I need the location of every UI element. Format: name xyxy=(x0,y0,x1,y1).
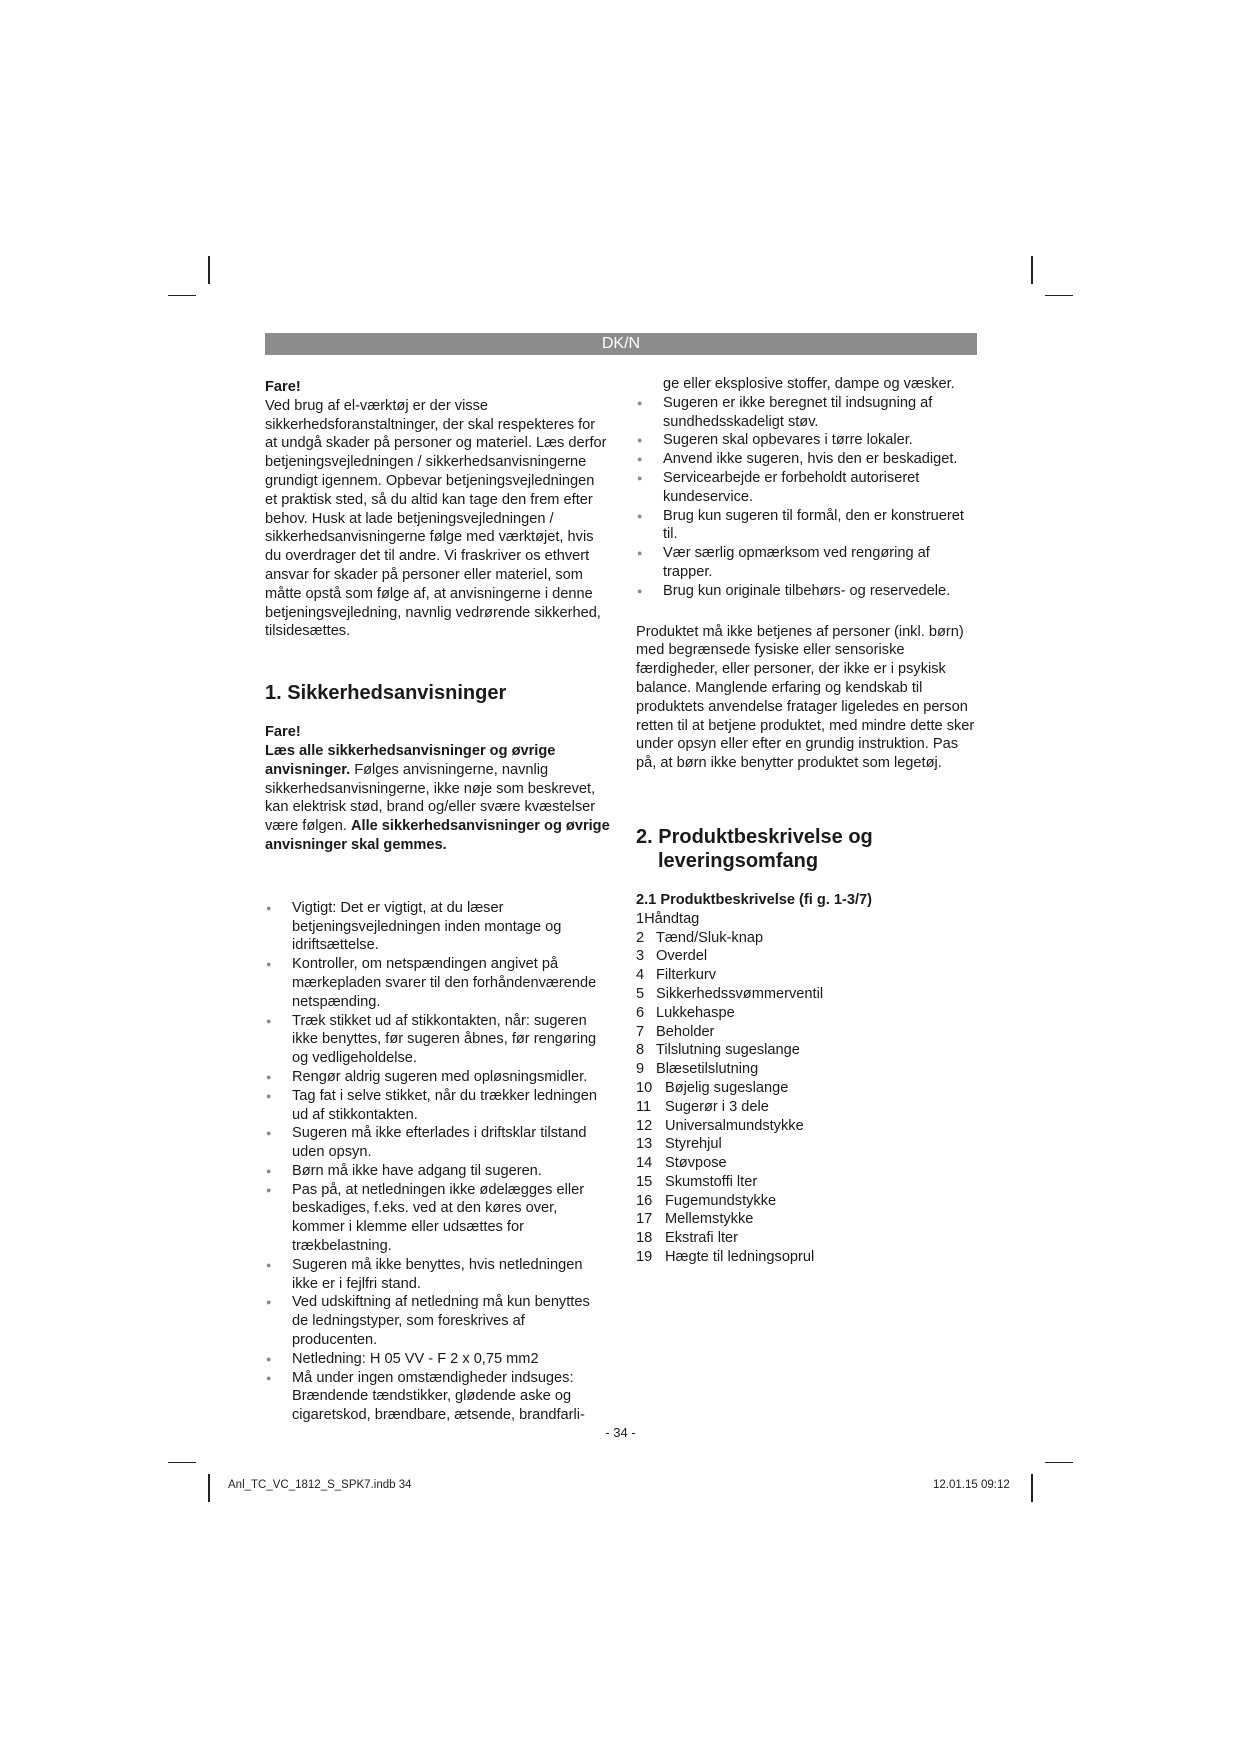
part-number: 12 xyxy=(636,1117,653,1134)
list-item: ● Servicearbejde er forbeholdt autoriseret kundeservice. xyxy=(636,469,981,507)
list-item: ● Træk stikket ud af stikkontakten, når: sugeren ikke benyttes, før sugeren åbnes, før rengøring og vedligeholdelse. xyxy=(265,1012,610,1068)
list-item xyxy=(636,1173,981,1192)
part-label: Fugemundstykke xyxy=(665,1192,777,1209)
part-number: 19 xyxy=(636,1249,653,1266)
part-label: Overdel xyxy=(656,948,708,965)
part-number: 7 xyxy=(636,1023,645,1040)
list-item xyxy=(636,966,981,985)
list-item: ● Brug kun originale tilbehørs- og reservedele. xyxy=(636,582,981,601)
part-number: 1 xyxy=(636,910,645,927)
part-number: 5 xyxy=(636,985,645,1002)
part-label: Styrehjul xyxy=(665,1136,722,1153)
part-number: 6 xyxy=(636,1004,645,1021)
footer-filename: Anl_TC_VC_1812_S_SPK7.indb 34 xyxy=(228,1479,412,1491)
part-number: 8 xyxy=(636,1042,645,1059)
part-label: Beholder xyxy=(656,1023,715,1040)
crop-mark xyxy=(208,256,210,284)
list-item: ● Netledning: H 05 VV - F 2 x 0,75 mm2 xyxy=(265,1350,610,1369)
list-continuation: ge eller eksplosive stoffer, dampe og væsker. xyxy=(663,376,955,392)
part-number: 3 xyxy=(636,948,645,965)
safety-list-continued xyxy=(636,394,981,601)
part-label: Tilslutning sugeslange xyxy=(656,1042,800,1059)
list-item: ● Vigtigt: Det er vigtigt, at du læser betjeningsvejledningen inden montage og idriftsættelse. xyxy=(265,899,610,955)
list-item: ● Sugeren er ikke beregnet til indsugning af sundhedsskadeligt støv. xyxy=(636,394,981,432)
list-item xyxy=(636,1004,981,1023)
section-2-heading xyxy=(636,825,981,873)
language-header: DK/N xyxy=(265,333,977,355)
part-label: Lukkehaspe xyxy=(656,1004,735,1021)
list-item: ● Tag fat i selve stikket, når du trækker ledningen ud af stikkontakten. xyxy=(265,1087,610,1125)
list-item xyxy=(636,1154,981,1173)
part-label: Håndtag xyxy=(644,910,700,927)
right-column xyxy=(636,375,981,1267)
list-item xyxy=(636,1023,981,1042)
part-number: 15 xyxy=(636,1173,653,1190)
list-item: ● Anvend ikke sugeren, hvis den er beskadiget. xyxy=(636,450,981,469)
warning-title: Fare! xyxy=(265,724,301,741)
crop-mark xyxy=(168,295,196,296)
crop-mark xyxy=(1045,1462,1073,1463)
list-item xyxy=(636,1060,981,1079)
warning-paragraph xyxy=(265,742,610,855)
part-number: 9 xyxy=(636,1061,645,1078)
list-item xyxy=(636,1135,981,1154)
safety-list xyxy=(265,899,610,1425)
list-item xyxy=(636,910,981,929)
crop-mark xyxy=(168,1462,196,1463)
list-item xyxy=(636,1210,981,1229)
warning-bold-2: Alle sikkerhedsanvisninger og øvrige anvisninger skal gemmes. xyxy=(265,818,610,853)
crop-mark xyxy=(1045,295,1073,296)
list-item: ● Brug kun sugeren til formål, den er konstrueret til. xyxy=(636,507,981,545)
list-item: ● Vær særlig opmærksom ved rengøring af trapper. xyxy=(636,544,981,582)
page-number: - 34 - xyxy=(605,1425,636,1440)
left-column xyxy=(265,378,610,1425)
part-label: Skumstoffi lter xyxy=(665,1173,758,1190)
list-item: ● Må under ingen omstændigheder indsuges: Brændende tændstikker, glødende aske og cigaretskod, brændbare, ætsende, brandfarli- xyxy=(265,1369,610,1425)
part-label: Filterkurv xyxy=(656,967,716,984)
part-number: 13 xyxy=(636,1136,653,1153)
part-label: Ekstrafi lter xyxy=(665,1230,738,1247)
part-number: 14 xyxy=(636,1155,653,1172)
part-number: 17 xyxy=(636,1211,653,1228)
part-label: Universalmundstykke xyxy=(665,1117,804,1134)
part-label: Støvpose xyxy=(665,1155,727,1172)
warning-bold: Læs alle sikkerhedsanvisninger og øvrige anvisninger. xyxy=(265,742,556,778)
list-item: ● Pas på, at netledningen ikke ødelægges eller beskadiges, f.eks. ved at den køres over, kommer i klemme eller udsættes for trækbelastning. xyxy=(265,1181,610,1256)
parts-list xyxy=(636,910,981,1267)
list-item xyxy=(636,1079,981,1098)
part-label: Tænd/Sluk-knap xyxy=(656,929,764,946)
children-note: Produktet må ikke betjenes af personer (inkl. børn) med begrænsede fysiske eller sensoriske færdigheder, eller personer, der ikke er i psykisk balance. Manglende erfaring og kendskab til produktets anvendelse fratager ligeledes en person retten til at betjene produktet, med mindre dette sker under opsyn eller efter en grundig instruktion. Pas på, at børn ikke benytter produktet som legetøj. xyxy=(636,623,975,772)
part-label: Blæsetilslutning xyxy=(656,1061,759,1078)
part-number: 4 xyxy=(636,967,645,984)
list-item xyxy=(636,1117,981,1136)
list-item: ● Børn må ikke have adgang til sugeren. xyxy=(265,1162,610,1181)
part-label: Hægte til ledningsoprul xyxy=(665,1249,815,1266)
part-label: Mellemstykke xyxy=(665,1211,754,1228)
list-item xyxy=(636,1041,981,1060)
list-item xyxy=(636,929,981,948)
intro-text: Ved brug af el-værktøj er der visse sikkerhedsforanstaltninger, der skal respekteres for at undgå skader på personer og materiel. Læs derfor betjeningsvejledningen / sikkerhedsanvisningerne grundigt igennem. Opbevar betjeningsvejledningen et praktisk sted, så du altid kan tage den frem efter behov. Husk at lade betjeningsvejledningen / sikkerhedsanvisningerne følge med værktøjet, hvis du overdrager det til andre. Vi fraskriver os ethvert ansvar for skader på personer eller materiel, som måtte opstå som følge af, at anvisningerne i denne betjeningsvejledning, navnlig vedrørende sikkerhed, tilsidesættes. xyxy=(265,397,607,640)
part-number: 2 xyxy=(636,929,645,946)
crop-mark xyxy=(1031,256,1033,284)
section-2-heading-line-2: leveringsomfang xyxy=(658,849,819,872)
part-number: 10 xyxy=(636,1079,653,1096)
part-label: Bøjelig sugeslange xyxy=(665,1079,789,1096)
list-item: ● Kontroller, om netspændingen angivet på mærkepladen svarer til den forhåndenværende netspænding. xyxy=(265,955,610,1011)
list-item: ● Sugeren må ikke efterlades i driftsklar tilstand uden opsyn. xyxy=(265,1124,610,1162)
section-2-heading-line-1: 2. Produktbeskrivelse og xyxy=(636,825,873,848)
part-label: Sugerør i 3 dele xyxy=(665,1098,769,1115)
footer-timestamp: 12.01.15 09:12 xyxy=(933,1479,1010,1491)
list-item xyxy=(636,1098,981,1117)
list-item: ● Ved udskiftning af netledning må kun benyttes de ledningstyper, som foreskrives af producenten. xyxy=(265,1293,610,1349)
list-item: ● Sugeren må ikke benyttes, hvis netledningen ikke er i fejlfri stand. xyxy=(265,1256,610,1294)
part-number: 11 xyxy=(636,1098,652,1115)
crop-mark xyxy=(1031,1474,1033,1502)
list-item: ● Rengør aldrig sugeren med opløsningsmidler. xyxy=(265,1068,610,1087)
warning-text: Følges anvisningerne, navnlig sikkerhedsanvisningerne, ikke nøje som beskrevet, kan elektrisk stød, brand og/eller svære kvæstelser være følgen. xyxy=(265,761,596,835)
part-number: 18 xyxy=(636,1230,653,1247)
list-item xyxy=(636,947,981,966)
product-description-subheading: 2.1 Produktbeskrivelse (fi g. 1-3/7) xyxy=(636,891,873,908)
intro-title: Fare! xyxy=(265,379,301,395)
list-item xyxy=(636,1229,981,1248)
list-item xyxy=(636,985,981,1004)
crop-mark xyxy=(208,1474,210,1502)
list-item xyxy=(636,1248,981,1267)
section-1-heading: 1. Sikkerhedsanvisninger xyxy=(265,682,507,705)
part-number: 16 xyxy=(636,1192,653,1209)
part-label: Sikkerhedssvømmerventil xyxy=(656,985,824,1002)
list-item xyxy=(636,1192,981,1211)
list-item: ● Sugeren skal opbevares i tørre lokaler. xyxy=(636,431,981,450)
